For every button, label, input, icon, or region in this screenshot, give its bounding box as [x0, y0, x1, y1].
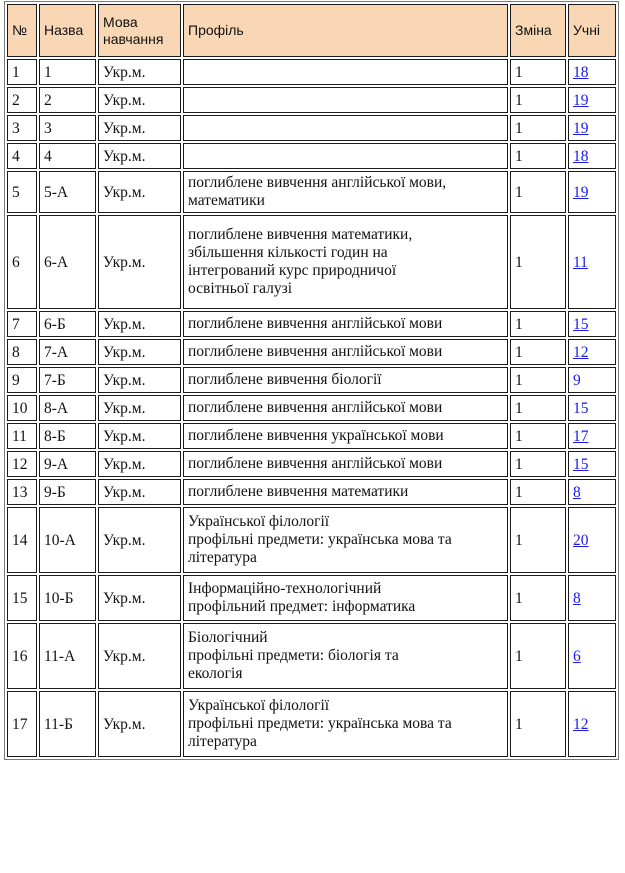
shift-cell: 1 — [510, 59, 566, 85]
shift-cell: 1 — [510, 451, 566, 477]
profile-line: Української філології — [188, 697, 330, 714]
row-number-cell: 6 — [7, 215, 37, 309]
shift-cell: 1 — [510, 171, 566, 213]
shift-cell: 1 — [510, 367, 566, 393]
profile-line: екологія — [188, 665, 243, 682]
table-row — [7, 59, 616, 85]
profile-cell — [183, 171, 508, 213]
language-cell: Укр.м. — [98, 367, 181, 393]
profile-line: збільшення кількості годин на — [188, 244, 388, 261]
profile-cell — [183, 575, 508, 621]
students-count-link[interactable]: 19 — [573, 119, 589, 137]
students-cell — [568, 395, 616, 421]
shift-cell: 1 — [510, 575, 566, 621]
profile-line: Української філології — [188, 513, 330, 530]
shift-cell: 1 — [510, 311, 566, 337]
profile-cell — [183, 215, 508, 309]
profile-cell — [183, 115, 508, 141]
row-number-cell: 13 — [7, 479, 37, 505]
table-row — [7, 423, 616, 449]
class-name-cell: 6-А — [39, 215, 96, 309]
students-count-link: 9 — [573, 371, 581, 389]
profile-cell — [183, 143, 508, 169]
row-number-cell: 12 — [7, 451, 37, 477]
students-count-link[interactable]: 20 — [573, 531, 589, 549]
class-name-cell: 7-А — [39, 339, 96, 365]
class-name-cell: 2 — [39, 87, 96, 113]
students-cell — [568, 143, 616, 169]
language-cell: Укр.м. — [98, 59, 181, 85]
shift-cell: 1 — [510, 691, 566, 757]
language-cell: Укр.м. — [98, 143, 181, 169]
profile-line: поглиблене вивчення англійської мови — [188, 399, 443, 416]
class-name-cell: 1 — [39, 59, 96, 85]
profile-cell — [183, 339, 508, 365]
language-cell: Укр.м. — [98, 451, 181, 477]
shift-cell: 1 — [510, 143, 566, 169]
profile-cell — [183, 311, 508, 337]
table-row — [7, 215, 616, 309]
profile-line: поглиблене вивчення математики, — [188, 226, 413, 243]
language-cell: Укр.м. — [98, 507, 181, 573]
shift-cell: 1 — [510, 623, 566, 689]
table-row — [7, 451, 616, 477]
profile-cell — [183, 395, 508, 421]
students-cell — [568, 507, 616, 573]
students-count-link[interactable]: 6 — [573, 647, 581, 665]
row-number-cell: 9 — [7, 367, 37, 393]
language-cell: Укр.м. — [98, 171, 181, 213]
profile-cell — [183, 507, 508, 573]
language-cell: Укр.м. — [98, 575, 181, 621]
profile-cell — [183, 423, 508, 449]
class-name-cell: 10-Б — [39, 575, 96, 621]
profile-line: профільні предмети: біологія та — [188, 647, 399, 664]
shift-cell: 1 — [510, 339, 566, 365]
students-cell — [568, 479, 616, 505]
profile-cell — [183, 87, 508, 113]
table-row — [7, 143, 616, 169]
profile-cell — [183, 59, 508, 85]
row-number-cell: 10 — [7, 395, 37, 421]
class-name-cell: 7-Б — [39, 367, 96, 393]
class-name-cell: 9-А — [39, 451, 96, 477]
language-cell: Укр.м. — [98, 215, 181, 309]
class-name-cell: 8-А — [39, 395, 96, 421]
class-name-cell: 8-Б — [39, 423, 96, 449]
shift-cell: 1 — [510, 507, 566, 573]
students-cell — [568, 691, 616, 757]
students-cell — [568, 423, 616, 449]
table-row — [7, 367, 616, 393]
header-language: Мова навчання — [98, 4, 181, 57]
table-row — [7, 395, 616, 421]
students-count-link[interactable]: 12 — [573, 715, 589, 733]
table-row — [7, 87, 616, 113]
language-cell: Укр.м. — [98, 339, 181, 365]
profile-line: поглиблене вивчення англійської мови, — [188, 174, 447, 191]
students-cell — [568, 339, 616, 365]
header-name: Назва — [39, 4, 96, 57]
table-row — [7, 339, 616, 365]
profile-cell — [183, 451, 508, 477]
row-number-cell: 15 — [7, 575, 37, 621]
row-number-cell: 14 — [7, 507, 37, 573]
profile-line: поглиблене вивчення англійської мови — [188, 315, 443, 332]
row-number-cell: 16 — [7, 623, 37, 689]
language-cell: Укр.м. — [98, 311, 181, 337]
profile-line: поглиблене вивчення англійської мови — [188, 455, 443, 472]
class-name-cell: 11-А — [39, 623, 96, 689]
profile-line: Інформаційно-технологічний — [188, 580, 382, 597]
language-cell: Укр.м. — [98, 115, 181, 141]
classes-table — [4, 1, 619, 760]
students-count-link[interactable]: 11 — [573, 253, 588, 271]
students-cell — [568, 171, 616, 213]
row-number-cell: 8 — [7, 339, 37, 365]
students-count-link[interactable]: 8 — [573, 483, 581, 501]
students-cell — [568, 311, 616, 337]
shift-cell: 1 — [510, 215, 566, 309]
profile-line: профільний предмет: інформатика — [188, 598, 416, 615]
profile-line: математики — [188, 192, 265, 209]
students-cell — [568, 367, 616, 393]
language-cell: Укр.м. — [98, 87, 181, 113]
profile-line: поглиблене вивчення математики — [188, 483, 409, 500]
profile-line: інтегрований курс природничої — [188, 262, 397, 279]
profile-line: поглиблене вивчення української мови — [188, 427, 444, 444]
profile-line: профільні предмети: українська мова та — [188, 531, 452, 548]
students-count-link[interactable]: 19 — [573, 183, 589, 201]
row-number-cell: 17 — [7, 691, 37, 757]
students-count-link[interactable]: 18 — [573, 147, 589, 165]
table-row — [7, 623, 616, 689]
students-count-link[interactable]: 18 — [573, 63, 589, 81]
class-name-cell: 10-А — [39, 507, 96, 573]
shift-cell: 1 — [510, 479, 566, 505]
row-number-cell: 3 — [7, 115, 37, 141]
shift-cell: 1 — [510, 395, 566, 421]
students-count-link[interactable]: 15 — [573, 315, 589, 333]
header-profile: Профіль — [183, 4, 508, 57]
table-row — [7, 575, 616, 621]
students-count-link[interactable]: 17 — [573, 427, 589, 445]
class-name-cell: 4 — [39, 143, 96, 169]
profile-line: профільні предмети: українська мова та — [188, 715, 452, 732]
students-cell — [568, 115, 616, 141]
students-count-link[interactable]: 12 — [573, 343, 589, 361]
language-cell: Укр.м. — [98, 479, 181, 505]
students-count-link: 15 — [573, 399, 589, 417]
language-cell: Укр.м. — [98, 395, 181, 421]
table-row — [7, 311, 616, 337]
profile-line: поглиблене вивчення англійської мови — [188, 343, 443, 360]
profile-line: Біологічний — [188, 629, 268, 646]
shift-cell: 1 — [510, 115, 566, 141]
profile-cell — [183, 623, 508, 689]
profile-line: література — [188, 549, 257, 566]
header-number: № — [7, 4, 37, 57]
language-cell: Укр.м. — [98, 691, 181, 757]
profile-line: освітньої галузі — [188, 280, 292, 297]
table-row — [7, 691, 616, 757]
row-number-cell: 2 — [7, 87, 37, 113]
language-cell: Укр.м. — [98, 623, 181, 689]
students-cell — [568, 575, 616, 621]
table-row — [7, 115, 616, 141]
table-body — [7, 59, 616, 757]
students-cell — [568, 59, 616, 85]
row-number-cell: 1 — [7, 59, 37, 85]
language-cell: Укр.м. — [98, 423, 181, 449]
row-number-cell: 11 — [7, 423, 37, 449]
profile-line: поглиблене вивчення біології — [188, 371, 382, 388]
class-name-cell: 6-Б — [39, 311, 96, 337]
table-row — [7, 479, 616, 505]
row-number-cell: 5 — [7, 171, 37, 213]
students-cell — [568, 623, 616, 689]
students-cell — [568, 215, 616, 309]
profile-cell — [183, 479, 508, 505]
students-cell — [568, 451, 616, 477]
shift-cell: 1 — [510, 87, 566, 113]
class-name-cell: 5-А — [39, 171, 96, 213]
header-shift: Зміна — [510, 4, 566, 57]
profile-cell — [183, 691, 508, 757]
profile-cell — [183, 367, 508, 393]
row-number-cell: 7 — [7, 311, 37, 337]
header-students: Учні — [568, 4, 616, 57]
profile-line: література — [188, 733, 257, 750]
students-count-link[interactable]: 8 — [573, 589, 581, 607]
table-header-row — [7, 4, 616, 57]
table-row — [7, 507, 616, 573]
class-name-cell: 11-Б — [39, 691, 96, 757]
shift-cell: 1 — [510, 423, 566, 449]
students-count-link[interactable]: 15 — [573, 455, 589, 473]
students-count-link[interactable]: 19 — [573, 91, 589, 109]
row-number-cell: 4 — [7, 143, 37, 169]
class-name-cell: 9-Б — [39, 479, 96, 505]
students-cell — [568, 87, 616, 113]
class-name-cell: 3 — [39, 115, 96, 141]
table-row — [7, 171, 616, 213]
